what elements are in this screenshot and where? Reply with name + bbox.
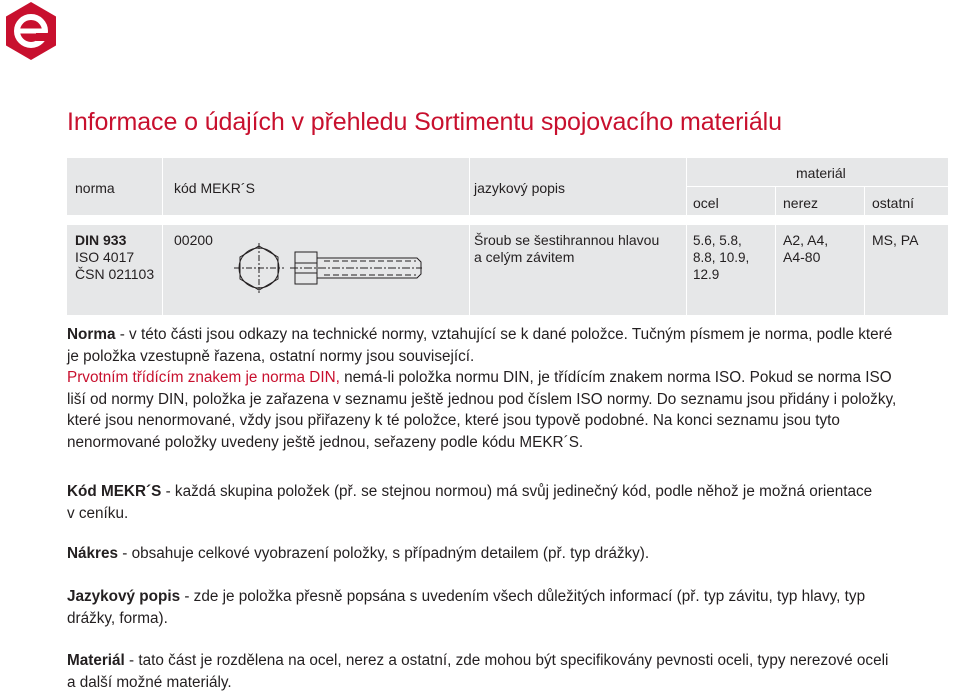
- ostatni-value: MS, PA: [872, 232, 919, 248]
- highlight-text: Prvotním třídícím znakem je norma DIN,: [67, 369, 340, 386]
- jazykovy-line: drážky, forma).: [67, 609, 168, 627]
- page-title: Informace o údajích v přehledu Sortimentu spojovacího materiálu: [67, 108, 782, 136]
- mekrs-logo: [0, 0, 62, 62]
- bolt-drawing: [234, 243, 422, 293]
- nerez-value: A2, A4,: [783, 232, 829, 248]
- material-line: Materiál - tato část je rozdělena na ocel, nerez a ostatní, zde mohou být specifikovány pevnosti oceli, typy nerezové oceli: [67, 652, 889, 669]
- material-line: a další možné materiály.: [67, 673, 232, 691]
- popis-line: a celým závitem: [474, 249, 575, 265]
- col-header-popis: jazykový popis: [474, 180, 566, 196]
- term-kod: Kód MEKR´S: [67, 483, 162, 500]
- term-jazykovy: Jazykový popis: [67, 588, 181, 605]
- term-nakres: Nákres: [67, 545, 119, 562]
- nakres-line: Nákres - obsahuje celkové vyobrazení položky, s případným detailem (př. typ drážky).: [67, 545, 650, 562]
- col-header-ostatni: ostatní: [872, 195, 915, 211]
- jazykovy-line: Jazykový popis - zde je položka přesně popsána s uvedením všech důležitých informací (př. typ závitu, typ hlavy, typ: [67, 588, 866, 605]
- ocel-value: 12.9: [693, 267, 720, 282]
- norma-primary: DIN 933: [75, 232, 127, 248]
- norma-line: Norma - v této části jsou odkazy na technické normy, vztahující se k dané položce. Tučným písmem je norma, podle které: [67, 326, 893, 343]
- section-jazykovy: [67, 586, 947, 629]
- norma-line: nenormované položky uvedeny ještě jednou, seřazeny podle kódu MEKR´S.: [67, 433, 584, 451]
- section-norma: [67, 324, 947, 453]
- norma-secondary: ISO 4017: [75, 249, 135, 265]
- col-header-norma: norma: [75, 180, 115, 196]
- nerez-value: A4-80: [783, 249, 821, 265]
- term-norma: Norma: [67, 326, 116, 343]
- col-header-ocel: ocel: [693, 195, 719, 211]
- section-nakres: [67, 543, 947, 565]
- kod-line: Kód MEKR´S - každá skupina položek (př. se stejnou normou) má svůj jedinečný kód, podle něhož je možná orientace: [67, 483, 873, 500]
- kod-value: 00200: [174, 232, 213, 248]
- col-header-kod: kód MEKR´S: [174, 180, 255, 196]
- norma-line: liší od normy DIN, položka je zařazena v seznamu ještě jednou pod číslem ISO normy. Do seznamu jsou přidány i položky,: [67, 390, 897, 408]
- section-material: [67, 650, 947, 693]
- kod-line: v ceníku.: [67, 504, 129, 522]
- col-header-nerez: nerez: [783, 195, 819, 211]
- col-header-material: materiál: [796, 165, 846, 181]
- ocel-value: 5.6, 5.8,: [693, 233, 742, 248]
- norma-line: které jsou nenormované, vždy jsou přiřazeny k té položce, které jsou typově podobné. Na konci seznamu jsou tyto: [67, 412, 840, 429]
- norma-line: Prvotním třídícím znakem je norma DIN, nemá-li položka normu DIN, je třídícím znakem norma ISO. Pokud se norma ISO: [67, 369, 892, 386]
- norma-secondary: ČSN 021103: [75, 266, 155, 282]
- norma-line: je položka vzestupně řazena, ostatní normy jsou související.: [67, 347, 475, 365]
- popis-line: Šroub se šestihrannou hlavou: [474, 232, 660, 248]
- term-material: Materiál: [67, 652, 125, 669]
- section-kod: [67, 481, 947, 524]
- ocel-value: 8.8, 10.9,: [693, 250, 750, 265]
